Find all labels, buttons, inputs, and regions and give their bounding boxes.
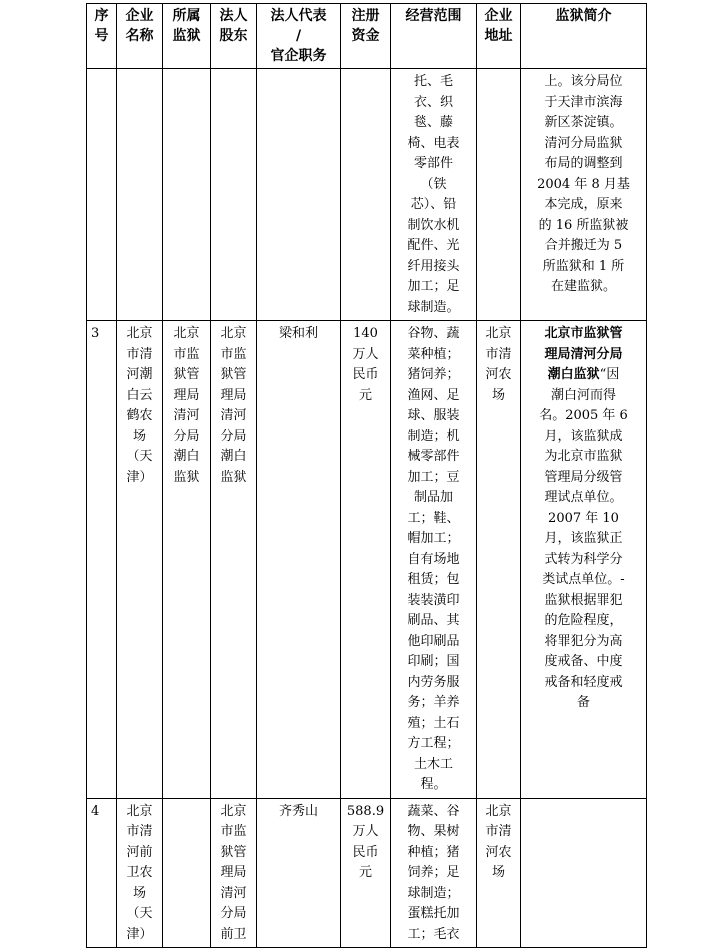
text-line: 市监 (220, 824, 247, 839)
capital-cell (341, 321, 391, 799)
rep-cell: 梁和利 (257, 321, 341, 799)
text-line: 方工程； (407, 736, 460, 751)
text-line: 潮白河而得 (550, 387, 616, 403)
text-line: 械零部件 (407, 449, 460, 464)
text-line: 将罪犯分为高 (544, 633, 623, 649)
text-line: 分局 (220, 428, 247, 444)
header-rep: 法人代表 / 官企职务 (257, 4, 341, 69)
text-line: 北京 (485, 326, 512, 341)
text-line: 市监 (220, 346, 247, 362)
text-line: 元 (358, 387, 372, 403)
text-line: 所监狱和 1 所 (542, 258, 625, 274)
text-line: 场 (491, 865, 505, 880)
scope-cell (391, 69, 477, 321)
text-line: 理试点单位。 (544, 490, 623, 505)
text-line: 场 (132, 428, 146, 444)
seq-cell: 4 (87, 798, 117, 948)
text-line: 卫农 (126, 865, 153, 880)
text-line: 印刷；国 (407, 654, 460, 669)
text-line: 在建监狱。 (550, 279, 616, 294)
text-line: 北京 (485, 803, 512, 819)
table-row (87, 798, 647, 948)
text-line: 殖；土石 (407, 715, 460, 731)
text-line: 蛋糕托加 (407, 906, 460, 921)
capital-cell (341, 798, 391, 948)
text-line: 蔬菜、谷 (407, 803, 460, 819)
text-line: 市清 (126, 824, 153, 839)
header-shareholder: 法人 股东 (211, 4, 257, 69)
text-line: 渔网、足 (407, 387, 460, 403)
header-intro: 监狱简介 (521, 4, 647, 69)
header-address: 企业 地址 (477, 4, 521, 69)
text-line: 清河 (220, 408, 247, 423)
text-line: 监狱根据罪犯 (544, 592, 623, 608)
text-line: 民币 (352, 844, 379, 860)
text-line: 河前 (126, 844, 153, 860)
text-line: 加工；豆 (407, 469, 460, 485)
text-line: 北京 (173, 326, 200, 341)
text-line: 监狱 (220, 469, 247, 485)
text-line: 北京 (220, 326, 247, 341)
address-cell (477, 321, 521, 799)
text-line: 种植；猪 (407, 844, 460, 860)
text-line: 猪饲养； (407, 367, 460, 382)
text-line: 菜种植； (407, 346, 460, 362)
text-line: 白云 (126, 387, 153, 403)
text-line: 河农 (485, 367, 512, 382)
text-line: 饲养；足 (407, 865, 460, 880)
text-line: 球、服装 (407, 408, 460, 423)
text-line: 球制造。 (407, 299, 460, 315)
table-row (87, 321, 647, 799)
text-line: 制饮水机 (407, 217, 460, 233)
text-line: 上。该分局位 (544, 74, 623, 89)
text-line: 清河 (220, 885, 247, 901)
text-line: 市清 (485, 824, 512, 839)
text-line: 的 16 所监狱被 (538, 217, 629, 233)
rep-cell: 齐秀山 (257, 798, 341, 948)
header-seq: 序 号 (87, 4, 117, 69)
scope-cell (391, 798, 477, 948)
text-line: 津） (126, 926, 153, 942)
text-line: 名。2005 年 6 (539, 408, 628, 423)
intro-cell: 北京市监狱管 理局清河分局 潮白监狱“因 潮白河而得 名。2005 年 6 月，该监狱成 为北京市监狱 管理局分级管 理试点单位。 2007 年 10 月，该监狱正 式转为科学分 类试点单位。- 监狱根据罪犯 的危险程度， 将罪犯分为高 度戒备、中度 戒备和轻度戒 备 (521, 321, 647, 799)
text-line: 务；羊养 (407, 695, 460, 710)
text-line: 装装潢印 (407, 592, 460, 608)
text-line: 140 (353, 326, 378, 341)
text-line: 鹤农 (126, 408, 153, 423)
prison-cell (163, 321, 211, 799)
company-cell (117, 798, 163, 948)
text-line: 新区茶淀镇。 (544, 115, 623, 130)
text-line: 度戒备、中度 (544, 654, 623, 669)
text-line: 月，该监狱成 (544, 428, 623, 444)
text-line: 市清 (485, 346, 512, 362)
intro-cell (521, 69, 647, 321)
header-scope: 经营范围 (391, 4, 477, 69)
company-cell (117, 321, 163, 799)
shareholder-cell (211, 798, 257, 948)
text-line: 清河分局监狱 (544, 135, 623, 151)
text-line: 租赁；包 (407, 572, 460, 587)
seq-cell: 3 (87, 321, 117, 799)
text-line: 式转为科学分 (544, 551, 623, 567)
text-line: 北京 (220, 803, 247, 819)
text-line: 理局 (173, 387, 200, 403)
text-line: 制品加 (413, 490, 453, 505)
intro-cell (521, 798, 647, 948)
text-line: 土木工 (413, 756, 453, 772)
text-line: 588.9 (346, 803, 385, 819)
text-line: 他印刷品 (407, 633, 460, 649)
text-line: 月，该监狱正 (544, 531, 623, 546)
text-line: 理局 (220, 865, 247, 880)
text-line: 谷物、蔬 (407, 326, 460, 341)
text-line: 北京 (126, 326, 153, 341)
table-row (87, 69, 647, 321)
text-line: 民币 (352, 367, 379, 382)
text-line: 狱管 (173, 367, 200, 382)
address-cell (477, 798, 521, 948)
text-line: 2004 年 8 月基 (537, 176, 630, 192)
text-line: 于天津市滨海 (544, 94, 623, 110)
text-line: 元 (358, 865, 372, 880)
text-line: 衣、织 (413, 94, 453, 110)
text-line: 市监 (173, 346, 200, 362)
text-line: 潮白 (173, 449, 200, 464)
text-line: 球制造； (407, 885, 460, 901)
text-line: 合并搬迁为 5 (544, 238, 623, 253)
text-line: 河潮 (126, 367, 153, 382)
text-line: 场 (491, 387, 505, 403)
text-line: 工；毛衣 (407, 926, 460, 942)
header-capital: 注册 资金 (341, 4, 391, 69)
text-line: 万人 (352, 824, 379, 839)
text-line: （天 (126, 449, 153, 464)
header-company: 企业 名称 (117, 4, 163, 69)
text-line: 理局 (220, 387, 247, 403)
text-line: 工；鞋、 (407, 510, 460, 526)
prison-enterprise-table (86, 3, 647, 948)
text-line: 市清 (126, 346, 153, 362)
text-line: 内劳务服 (407, 674, 460, 690)
text-line: 纤用接头 (407, 258, 460, 274)
text-line: 津） (126, 469, 153, 485)
text-line: 万人 (352, 346, 379, 362)
text-line: 自有场地 (407, 551, 460, 567)
text-line: 类试点单位。- (542, 572, 625, 587)
text-line: 狱管 (220, 367, 247, 382)
text-line: 椅、电表 (407, 135, 460, 151)
text-line: 前卫 (220, 926, 247, 942)
text-line: 备 (576, 695, 590, 710)
text-line: 河农 (485, 844, 512, 860)
text-line: 刷品、其 (407, 613, 460, 628)
text-line: 潮白 (220, 449, 247, 464)
header-prison: 所属 监狱 (163, 4, 211, 69)
text-line: 的危险程度， (544, 613, 623, 628)
text-line: （铁 (420, 176, 447, 192)
text-line: 程。 (420, 777, 447, 792)
text-line: 物、果树 (407, 824, 460, 839)
scope-cell (391, 321, 477, 799)
prison-cell (163, 798, 211, 948)
text-line: 狱管 (220, 844, 247, 860)
text-line: 场 (132, 885, 146, 901)
text-line: 监狱 (173, 469, 200, 485)
text-line: 清河 (173, 408, 200, 423)
text-line: （天 (126, 906, 153, 921)
text-line: 帽加工； (407, 531, 460, 546)
text-line: 芯）、铅 (410, 197, 457, 212)
text-line: 制造；机 (407, 428, 460, 444)
text-line: 布局的调整到 (544, 156, 623, 171)
text-line: 分局 (220, 906, 247, 921)
text-line: 2007 年 10 (548, 510, 619, 526)
text-line: 零部件 (413, 156, 453, 171)
text-line: 托、毛 (413, 74, 453, 89)
text-line: 本完成，原来 (544, 197, 623, 212)
header-row (87, 4, 647, 69)
text-line: 配件、光 (407, 238, 460, 253)
text-line: 加工；足 (407, 279, 460, 294)
text-line: 毯、藤 (413, 115, 453, 130)
text-line: 管理局分级管 (544, 469, 623, 485)
text-line: 为北京市监狱 (544, 449, 623, 464)
text-line: 戒备和轻度戒 (544, 674, 623, 690)
shareholder-cell (211, 321, 257, 799)
text-line: 分局 (173, 428, 200, 444)
text-line: 北京 (126, 803, 153, 819)
